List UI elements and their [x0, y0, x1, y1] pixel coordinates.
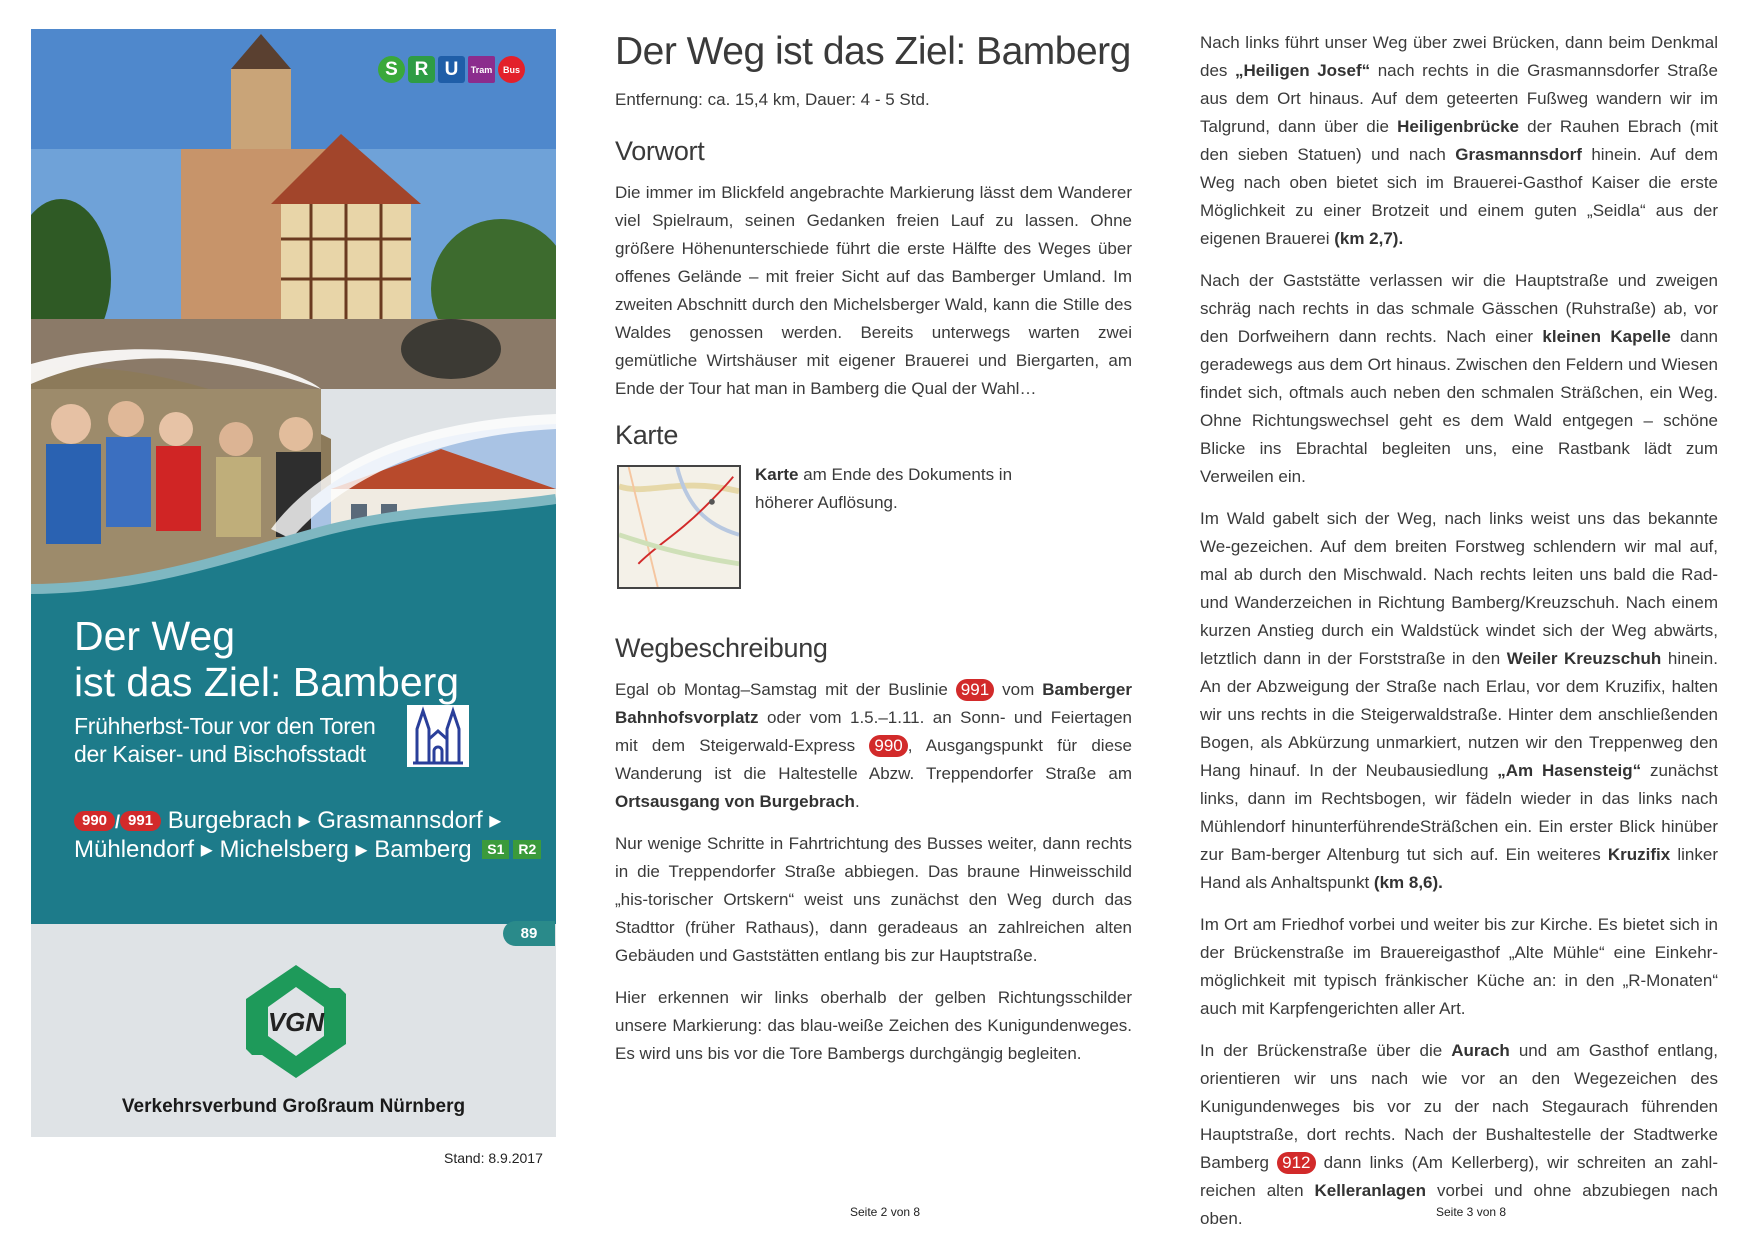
heading-karte: Karte [615, 420, 679, 450]
page-title: Der Weg ist das Ziel: Bamberg [615, 30, 1131, 73]
vgn-logo-text: VGN [267, 1007, 325, 1037]
page-3-footer: Seite 3 von 8 [1436, 1205, 1507, 1219]
weg-paragraph-2: Nur wenige Schritte in Fahrtrichtung des Busses weiter, dann rechts in die Treppendorfer Straße abbiegen. Das braune Hinweisschild „his-torischer Ortskern“ weist uns zunächst den Weg durch das Stadttor (früher Rathaus), dann geradeaus an zahlreichen alten Gebäuden und Gaststätten entlang bis zur Hauptstraße. [615, 834, 1132, 965]
weg-paragraph-1: Egal ob Montag–Samstag mit der Buslinie 991 vom Bamberger Bahnhofsvorplatz oder vom 1.5.–1.11. an Sonn- und Feiertagen mit dem Steigerwald-Express 990 , Ausgangspunkt für diese Wanderung ist die Haltestelle Abzw. Treppendorfer Straße am Ortsausgang von Burgebrach. [615, 680, 1132, 811]
cover-subtitle: Frühherbst-Tour vor den Toren der Kaiser- und Bischofsstadt [74, 713, 376, 767]
heading-wegbeschreibung: Wegbeschreibung [615, 633, 828, 663]
weg-paragraph-3: Hier erkennen wir links oberhalb der gelben Richtungsschilder unsere Markierung: das blau-weiße Zeichen des Kunigundenweges. Es wird uns bis vor die Tore Bambergs durchgängig begleiten. [615, 988, 1132, 1063]
vgn-logo [234, 959, 359, 1084]
regional-train-icon: R [408, 56, 435, 83]
heading-vorwort: Vorwort [615, 136, 705, 166]
u-bahn-icon: U [438, 56, 465, 83]
s-bahn-icon: S [378, 56, 405, 83]
map-thumbnail [617, 465, 741, 589]
cover-teal-panel [31, 29, 556, 929]
p3-paragraph-2: Nach der Gaststätte verlassen wir die Hauptstraße und zweigen schräg nach rechts in das schmale Gässchen (Ruhstraße) ab, vor den Dorfweihern dann rechts. Nach einer kleinen Kapelle dann geradewegs aus dem Ort hinaus. Zwischen den Feldern und Wiesen findet sich, oftmals auch neben den schmalen Sträßchen, ein Weg. Ohne Richtungswechsel geht es dem Wald entgegen – schöne Blicke ins Ebrachtal begleiten uns, eine Rastbank lädt zum Verweilen ein. [1200, 271, 1718, 486]
brochure-number: 89 [503, 921, 555, 946]
tram-icon: Tram [468, 56, 495, 83]
bus-badge-991: 991 [120, 811, 161, 831]
bus-badge-991: 991 [956, 679, 994, 701]
organization-name: Verkehrsverbund Großraum Nürnberg [121, 1096, 466, 1117]
cover-title: Der Weg ist das Ziel: Bamberg [74, 613, 460, 705]
route-line-1: 990 / 991 Burgebrach ▸ Grasmannsdorf ▸ [74, 806, 501, 837]
line-badge-r2: R2 [513, 840, 541, 859]
tour-meta: Entfernung: ca. 15,4 km, Dauer: 4 - 5 Std. [615, 90, 930, 109]
p3-paragraph-3: Im Wald gabelt sich der Weg, nach links weist uns das bekannte We-gezeichen. Auf dem breiten Forstweg schlendern wir mal auf, mal ab durch den Mischwald. Nach rechts leiten uns bald die Rad- und Wanderzeichen in Richtung Bamberg/Kreuzschuh. Nach einem kurzen Anstieg durch ein Waldstück windet sich der Weg abwärts, letztlich dann in der Forststraße in den Weiler Kreuzschuh hinein. An der Abzweigung der Straße nach Erlau, vor dem Kruzifix, halten wir uns rechts in die Steigerwaldstraße. Hinter dem anschließenden Bogen, als Abkürzung unmarkiert, nutzen wir den Treppenweg den Hang hinauf. In der Neubausiedlung „Am Hasensteig“ zunächst links, dann im Rechtsbogen, wir fädeln wieder in das links nach Mühlendorf hinunterführendeSträßchen ein. Ein erster Blick hinüber zur Bam-berger Altenburg tut sich auf. Ein weiteres Kruzifix linker Hand als Anhaltspunkt (km 8,6). [1200, 509, 1718, 892]
page-3-content [1200, 29, 1718, 1233]
p3-paragraph-5: In der Brückenstraße über die Aurach und am Gasthof entlang, orientieren wir uns nach wie vor an den Wegezeichen des Kunigundenweges bis vor zu der nach Stegaurach führenden Hauptstraße, dort rechts. Nach der Bushaltestelle der Stadtwerke Bamberg 912 dann links (Am Kellerberg), wir schreiten an zahl-reichen alten Kelleranlagen vorbei und ohne abzubiegen nach oben. [1200, 1041, 1719, 1228]
vorwort-text: Die immer im Blickfeld angebrachte Markierung lässt dem Wanderer viel Spielraum, seinen Gedanken freien Lauf zu lassen. Ohne größere Höhenunterschiede führt die erste Hälfte des Weges über offenes Gelände – mit freier Sicht auf das Bamberger Umland. Im zweiten Abschnitt durch den Michelsberger Wald, kann die Stille des Waldes genossen werden. Bereits unterwegs warten zwei gemütliche Wirtshäuser mit eigener Brauerei und Biergarten, am Ende der Tour hat man in Bamberg die Qual der Wahl… [615, 183, 1132, 398]
p3-paragraph-1: Nach links führt unser Weg über zwei Brücken, dann beim Denkmal des „Heiligen Josef“ nach rechts in die Grasmannsdorfer Straße aus dem Ort hinaus. Auf dem geteerten Fußweg wandern wir im Talgrund, dann über die Heiligenbrücke der Rauhen Ebrach (mit den sieben Statuen) und nach Grasmannsdorf hinein. Auf dem Weg nach oben bietet sich im Brauerei-Gasthof Kaiser die erste Möglichkeit zu einer Brotzeit und einem guten „Seidla“ aus der eigenen Brauerei (km 2,7). [1200, 33, 1718, 248]
karte-block [615, 451, 1132, 597]
p3-paragraph-4: Im Ort am Friedhof vorbei und weiter bis zur Kirche. Es bietet sich in der Brückenstraße im Brauereigasthof „Alte Mühle“ eine Einkehr-möglichkeit mit typisch fränkischer Küche an: in den „R-Monaten“ auch mit Karpfengerichten aller Art. [1200, 915, 1718, 1018]
bus-icon: Bus [498, 56, 525, 83]
cathedral-icon [407, 705, 469, 767]
line-badge-s1: S1 [482, 840, 509, 859]
stand-date: Stand: 8.9.2017 [444, 1150, 543, 1166]
bus-badge-990: 990 [869, 735, 907, 757]
transit-icons [378, 56, 525, 83]
page-2-footer: Seite 2 von 8 [850, 1205, 921, 1219]
bus-badge-990: 990 [74, 811, 115, 831]
page-2-content [615, 28, 1132, 1068]
route-line-2: Mühlendorf ▸ Michelsberg ▸ Bamberg S1 R2 [74, 835, 541, 865]
map-caption: Karte am Ende des Dokuments in höherer Auflösung. [755, 465, 1013, 512]
bus-badge-912: 912 [1277, 1152, 1315, 1174]
brochure-cover [31, 29, 556, 1137]
